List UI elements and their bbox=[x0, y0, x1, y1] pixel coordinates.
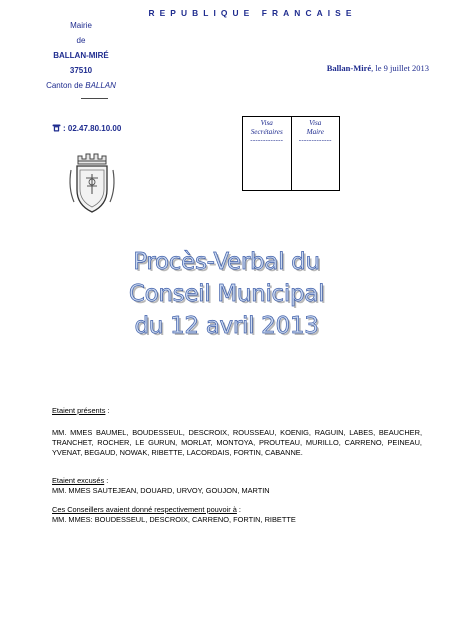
phone-line bbox=[52, 124, 121, 133]
excused-heading: Etaient excusés : bbox=[52, 476, 109, 485]
visa-left-dash: ------------- bbox=[250, 136, 284, 144]
title-line-1: Procès-Verbal du bbox=[133, 249, 320, 275]
proxy-heading: Ces Conseillers avaient donné respectivement pouvoir à : bbox=[52, 505, 241, 514]
date-rest: , le 9 juillet 2013 bbox=[371, 63, 429, 73]
separator-line bbox=[81, 98, 108, 99]
canton-prefix: Canton de bbox=[46, 81, 83, 90]
title-line-3: du 12 avril 2013 bbox=[134, 313, 319, 339]
visa-left-line2: Secrétaires bbox=[250, 128, 283, 136]
present-names: MM. MMES BAUMEL, BOUDESSEUL, DESCROIX, ROUSSEAU, KOENIG, RAGUIN, LABES, BEAUCHER, TRANCHET, ROCHER, LE GURUN, MORLAT, MONTOYA, PROUTEAU, MURILLO, CARRENO, PEINEAU, YVENAT, BEGAUD, NOWAK, RIBETTE, LACORDAIS, FORTIN, CABANNE. bbox=[52, 428, 422, 457]
title-line-2: Conseil Municipal bbox=[128, 281, 325, 307]
visa-right-line2: Maire bbox=[306, 128, 324, 136]
proxy-names: MM. MMES: BOUDESSEUL, DESCROIX, CARRENO, FORTIN, RIBETTE bbox=[52, 515, 296, 524]
document-title bbox=[0, 246, 453, 342]
date-place: Ballan-Miré bbox=[326, 63, 372, 73]
excused-names: MM. MMES SAUTEJEAN, DOUARD, URVOY, GOUJON, MARTIN bbox=[52, 486, 270, 495]
mairie-label: Mairie bbox=[70, 21, 92, 30]
present-heading: Etaient présents : bbox=[52, 406, 110, 415]
de-label: de bbox=[76, 36, 86, 45]
visa-right-line1: Visa bbox=[309, 119, 322, 127]
canton-line bbox=[26, 78, 136, 93]
visa-right-dash: ------------- bbox=[298, 136, 332, 144]
date-line bbox=[327, 63, 429, 73]
republique-header: REPUBLIQUE FRANCAISE bbox=[148, 8, 357, 18]
coat-of-arms-icon bbox=[66, 150, 118, 216]
commune-name: BALLAN-MIRÉ bbox=[53, 51, 109, 60]
telephone-icon bbox=[52, 124, 61, 132]
canton-name: BALLAN bbox=[85, 81, 116, 90]
visa-left-line1: Visa bbox=[260, 119, 273, 127]
visa-box bbox=[242, 116, 340, 191]
postal-code: 37510 bbox=[69, 66, 93, 75]
mairie-block bbox=[26, 18, 136, 93]
phone-number: : 02.47.80.10.00 bbox=[63, 124, 122, 133]
visa-secretaires bbox=[243, 117, 292, 190]
visa-maire bbox=[292, 117, 340, 190]
